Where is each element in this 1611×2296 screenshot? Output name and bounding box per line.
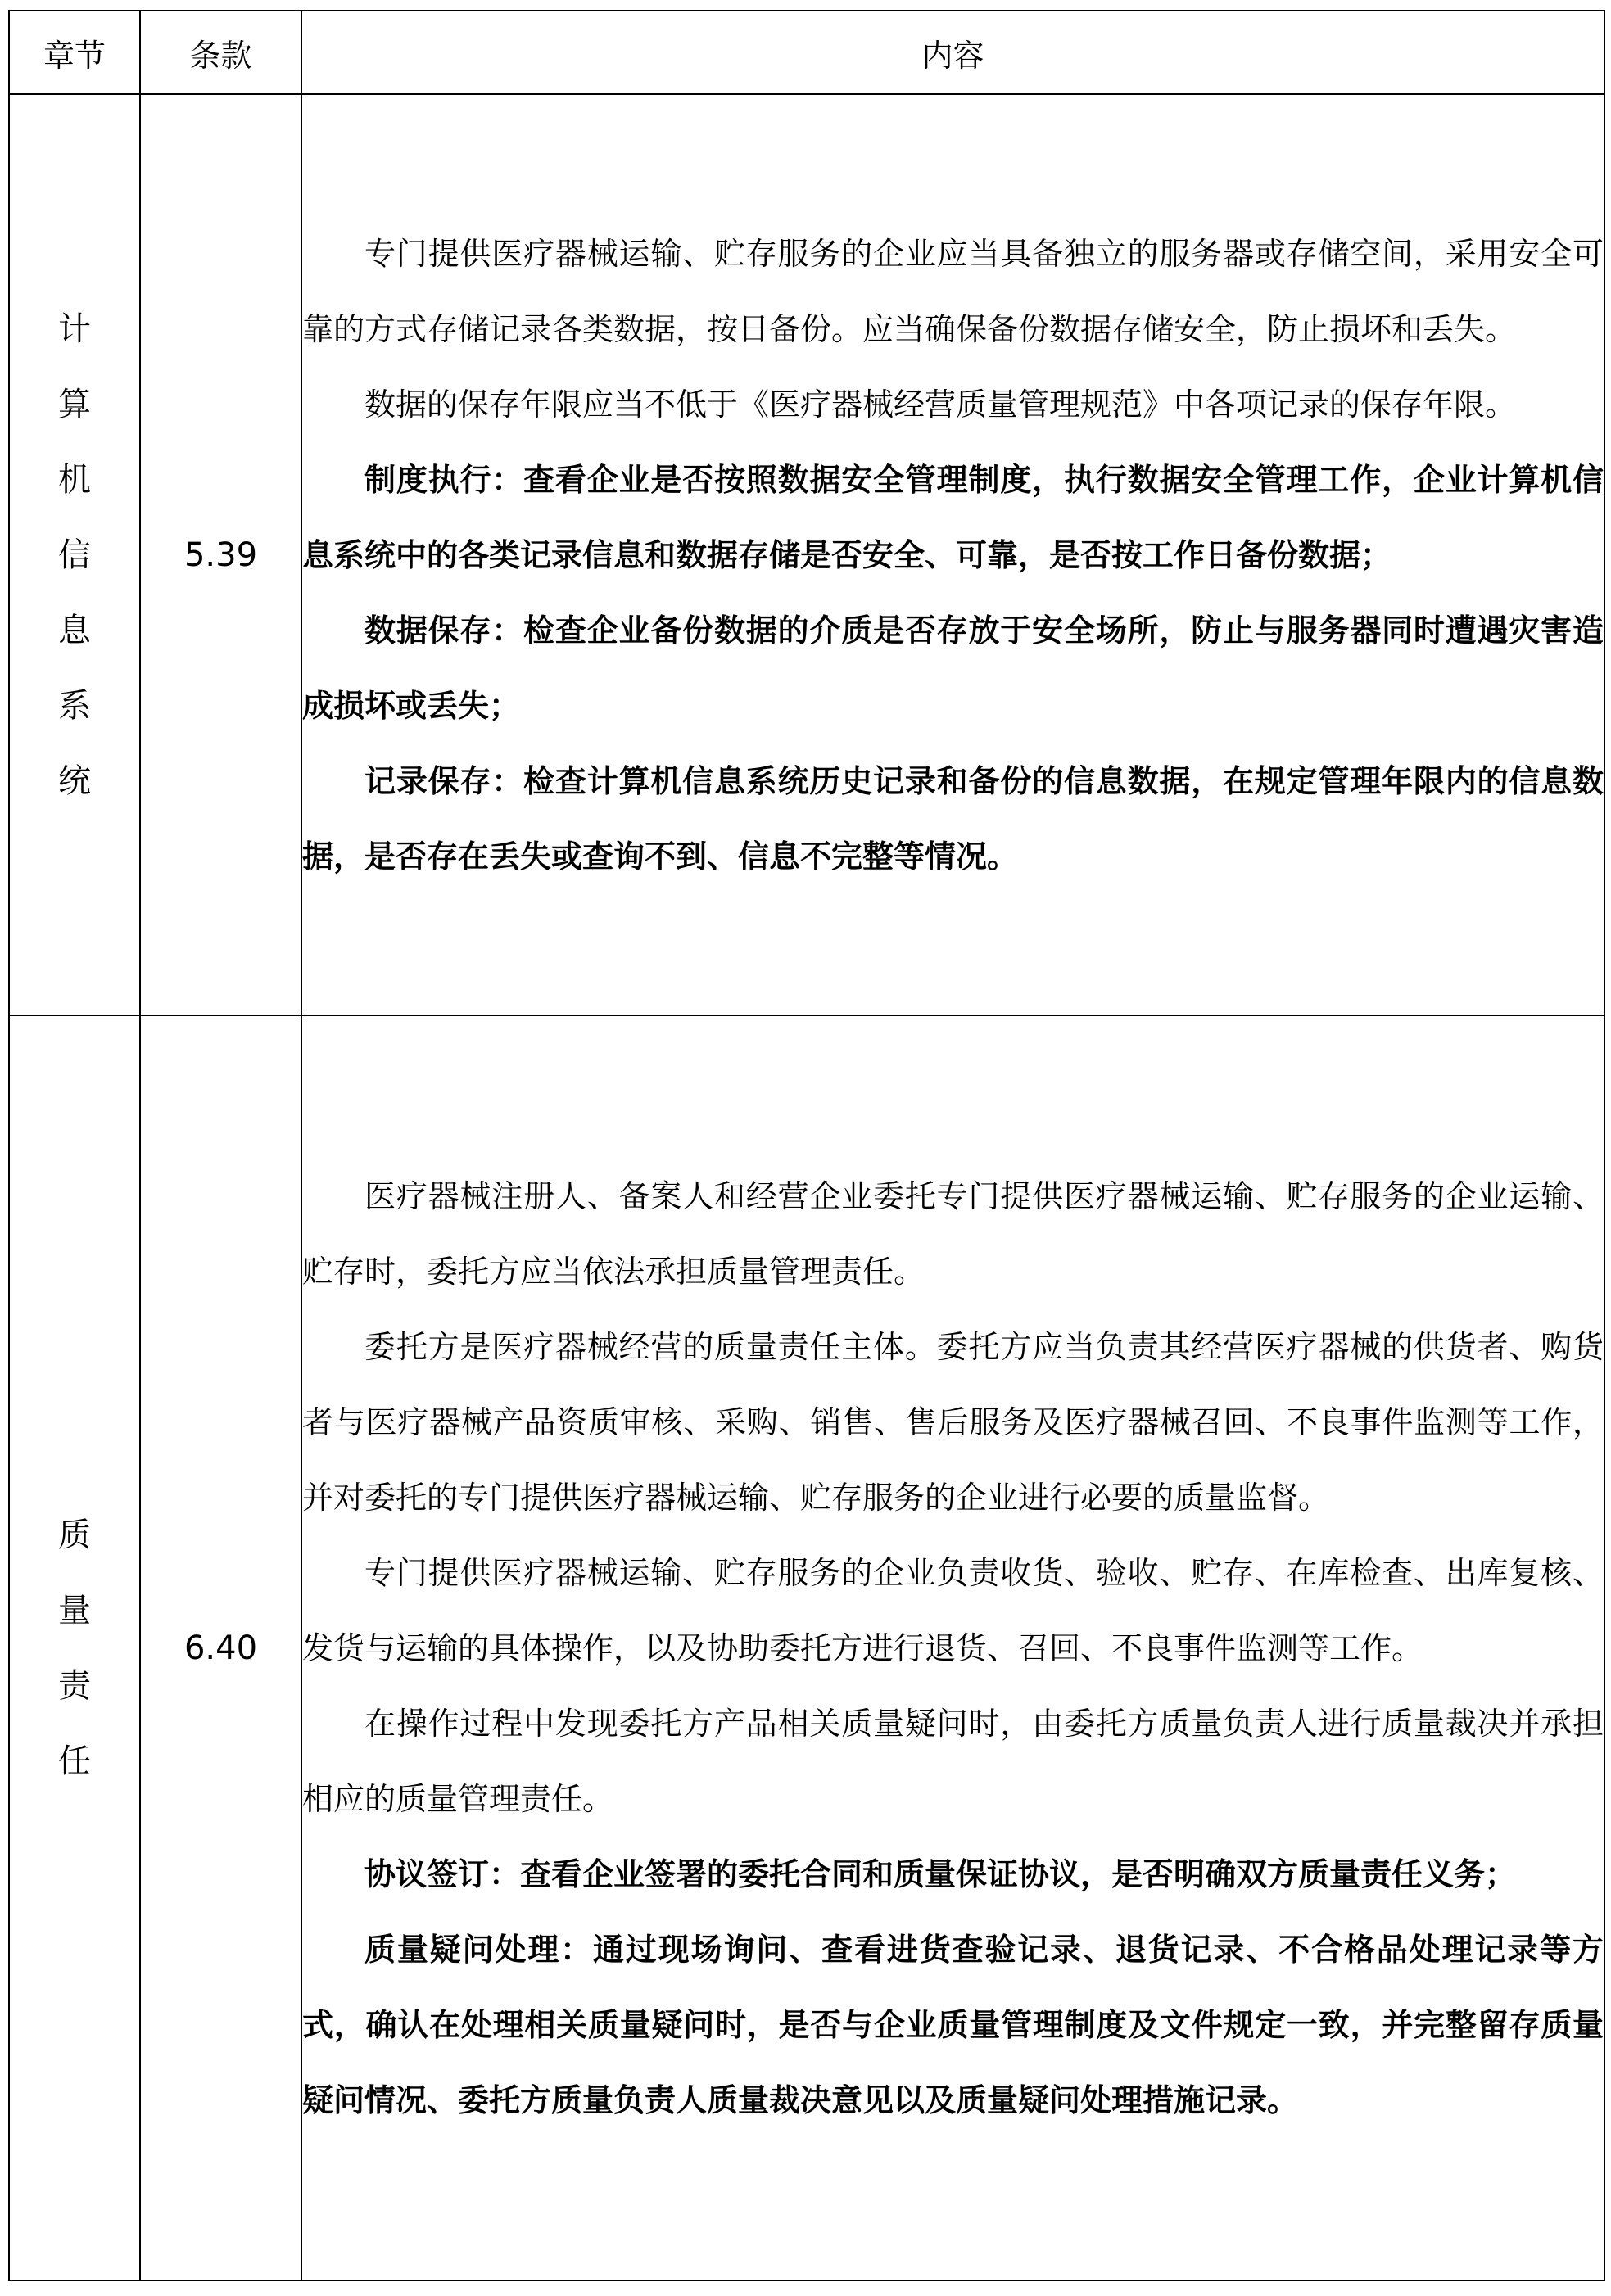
clause-cell: 6.40	[140, 1015, 301, 2280]
header-row	[9, 11, 1604, 94]
chapter-char: 系	[58, 686, 91, 725]
content-paragraph: 数据的保存年限应当不低于《医疗器械经营质量管理规范》中各项记录的保存年限。	[364, 386, 1517, 423]
chapter-char: 责	[58, 1666, 91, 1705]
chapter-char: 机	[58, 460, 91, 499]
chapter-char: 信	[58, 536, 91, 574]
chapter-cell	[9, 1015, 140, 2280]
inspection-item: 质量疑问处理：通过现场询问、查看进货查验记录、退货记录、不合格品处理记录等方式，确认在处理相关质量疑问时，是否与企业质量管理制度及文件规定一致，并完整留存质量疑问情况、委托方质量负责人质量裁决意见以及质量疑问处理措施记录。	[302, 1931, 1604, 2118]
content-paragraph: 委托方是医疗器械经营的质量责任主体。委托方应当负责其经营医疗器械的供货者、购货者与医疗器械产品资质审核、采购、销售、售后服务及医疗器械召回、不良事件监测等工作，并对委托的专门提供医疗器械运输、贮存服务的企业进行必要的质量监督。	[302, 1328, 1604, 1516]
chapter-char: 计	[58, 310, 91, 348]
content-cell	[301, 1015, 1604, 2280]
inspection-item: 数据保存：检查企业备份数据的介质是否存放于安全场所，防止与服务器同时遭遇灾害造成损坏或丢失；	[302, 612, 1604, 724]
content-paragraph: 专门提供医疗器械运输、贮存服务的企业负责收货、验收、贮存、在库检查、出库复核、发货与运输的具体操作，以及协助委托方进行退货、召回、不良事件监测等工作。	[302, 1554, 1604, 1666]
header-chapter: 章节	[9, 11, 140, 94]
chapter-char: 算	[58, 385, 91, 423]
content-paragraph: 医疗器械注册人、备案人和经营企业委托专门提供医疗器械运输、贮存服务的企业运输、贮存时，委托方应当依法承担质量管理责任。	[302, 1177, 1604, 1290]
table-row	[9, 94, 1604, 1015]
content-paragraph: 在操作过程中发现委托方产品相关质量疑问时，由委托方质量负责人进行质量裁决并承担相应的质量管理责任。	[302, 1705, 1604, 1817]
chapter-char: 统	[58, 762, 91, 800]
inspection-item: 记录保存：检查计算机信息系统历史记录和备份的信息数据，在规定管理年限内的信息数据，是否存在丢失或查询不到、信息不完整等情况。	[302, 762, 1604, 875]
content-cell	[301, 94, 1604, 1015]
header-clause: 条款	[140, 11, 301, 94]
regulation-table	[8, 10, 1605, 2281]
chapter-char: 量	[58, 1591, 91, 1629]
chapter-char: 质	[58, 1516, 91, 1554]
chapter-cell	[9, 94, 140, 1015]
inspection-item: 协议签订：查看企业签署的委托合同和质量保证协议，是否明确双方质量责任义务；	[364, 1855, 1517, 1892]
chapter-char: 息	[58, 611, 91, 649]
table-row	[9, 1015, 1604, 2280]
clause-cell: 5.39	[140, 94, 301, 1015]
chapter-char: 任	[58, 1742, 91, 1780]
content-paragraph: 专门提供医疗器械运输、贮存服务的企业应当具备独立的服务器或存储空间，采用安全可靠的方式存储记录各类数据，按日备份。应当确保备份数据存储安全，防止损坏和丢失。	[302, 235, 1604, 347]
header-content: 内容	[301, 11, 1604, 94]
inspection-item: 制度执行：查看企业是否按照数据安全管理制度，执行数据安全管理工作，企业计算机信息系统中的各类记录信息和数据存储是否安全、可靠，是否按工作日备份数据；	[302, 461, 1604, 573]
